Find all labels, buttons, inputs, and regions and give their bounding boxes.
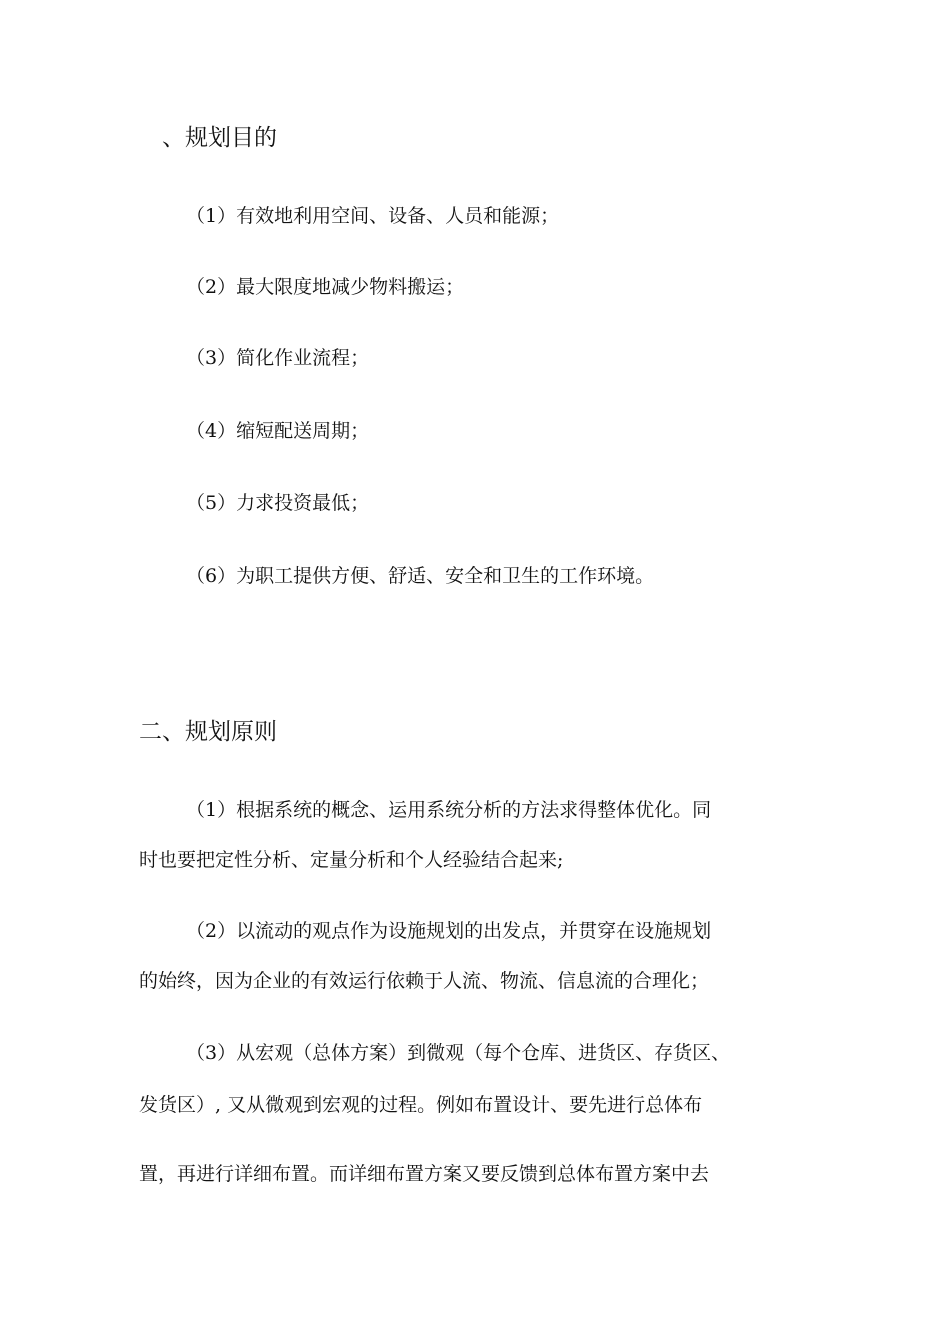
principle-paragraph-line: 置，再进行详细布置。而详细布置方案又要反馈到总体布置方案中去 (139, 1163, 710, 1185)
section-heading-planning-purpose: 、规划目的 (162, 125, 277, 151)
purpose-item: （5）力求投资最低； (186, 492, 370, 514)
purpose-item: （2）最大限度地减少物料搬运； (186, 276, 465, 298)
principle-paragraph-line: （1）根据系统的概念、运用系统分析的方法求得整体优化。同 (186, 799, 712, 821)
principle-paragraph-line: 发货区）, 又从微观到宏观的过程。例如布置设计、要先进行总体布 (139, 1094, 703, 1116)
principle-paragraph-line: 时也要把定性分析、定量分析和个人经验结合起来; (139, 849, 564, 871)
purpose-item: （3）简化作业流程； (186, 347, 370, 369)
principle-paragraph-line: （3）从宏观（总体方案）到微观（每个仓库、进货区、存货区、 (186, 1042, 731, 1064)
section-heading-planning-principles: 二、规划原则 (139, 719, 277, 745)
principle-paragraph-line: （2）以流动的观点作为设施规划的出发点，并贯穿在设施规划 (186, 920, 712, 942)
purpose-item: （1）有效地利用空间、设备、人员和能源； (186, 205, 560, 227)
purpose-item: （6）为职工提供方便、舒适、安全和卫生的工作环境。 (186, 565, 655, 587)
principle-paragraph-line: 的始终，因为企业的有效运行依赖于人流、物流、信息流的合理化； (139, 970, 710, 992)
purpose-item: （4）缩短配送周期； (186, 420, 370, 442)
